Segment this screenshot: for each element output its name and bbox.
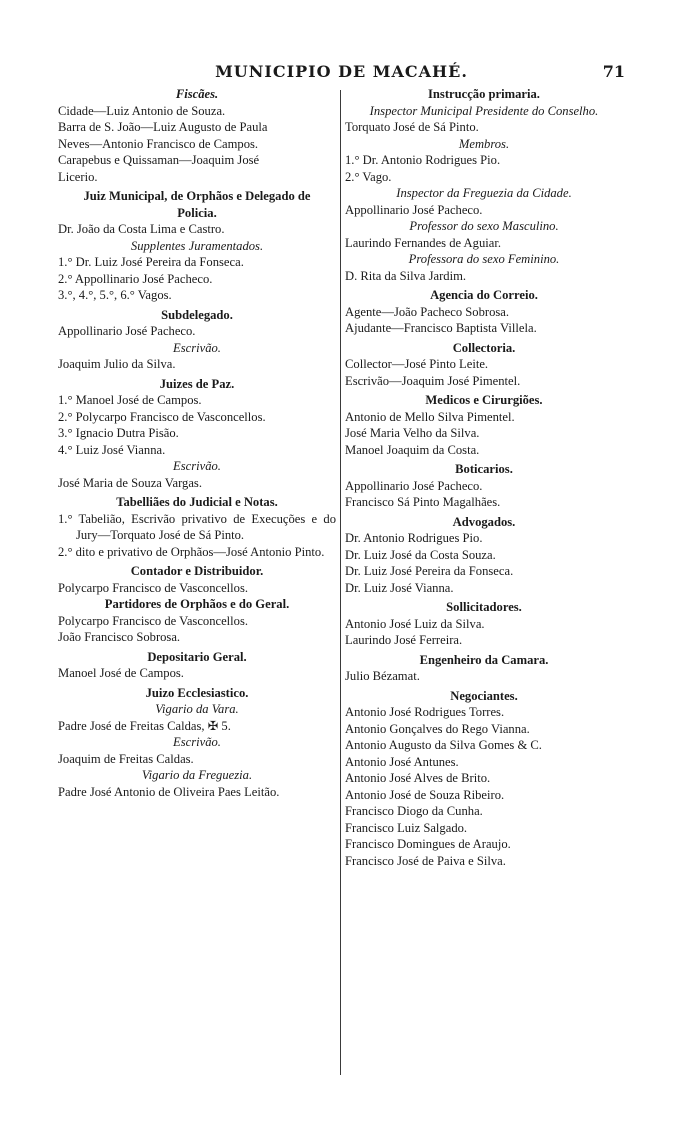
text-line: Laurindo Fernandes de Aguiar. (345, 235, 501, 250)
section-heading-juizo-ecclesiastico: Juizo Ecclesiastico. (145, 685, 249, 700)
text-line: Antonio de Mello Silva Pimentel. (345, 409, 515, 424)
section-heading-advogados: Advogados. (452, 514, 516, 529)
text-line: Appollinario José Pacheco. (345, 478, 483, 493)
text-line: Dr. Antonio Rodrigues Pio. (345, 531, 483, 545)
text-line: Francisco Sá Pinto Magalhães. (345, 495, 501, 509)
text-line: Licerio. (58, 169, 98, 184)
sub-heading: Membros. (458, 136, 510, 151)
text-line: Appollinario José Pacheco. (345, 202, 483, 217)
sub-heading: Escrivão. (173, 340, 221, 355)
text-line: José Maria de Souza Vargas. (58, 475, 202, 490)
text-line: Laurindo José Ferreira. (345, 633, 463, 647)
text-line: Francisco Diogo da Cunha. (345, 804, 483, 818)
running-title: MUNICIPIO DE MACAHÉ. (215, 62, 468, 81)
sub-heading: Supplentes Juramentados. (130, 238, 264, 253)
list-item: 2.° Appollinario José Pacheco. (58, 271, 213, 286)
text-line: Barra de S. João—Luiz Augusto de Paula (58, 120, 268, 134)
text-line: Julio Bézamat. (345, 669, 420, 683)
text-line: Joaquim Julio da Silva. (58, 357, 176, 371)
text-line: Antonio José Rodrigues Torres. (345, 705, 505, 719)
text-line: Dr. Luiz José Vianna. (345, 580, 454, 595)
section-heading-correio: Agencia do Correio. (430, 288, 538, 302)
list-item: 2.° dito e privativo de Orphãos—José Antonio Pinto. (58, 544, 325, 559)
text-line: Antonio José Antunes. (345, 754, 459, 769)
section-heading-depositario: Depositario Geral. (147, 649, 247, 664)
left-column (58, 86, 336, 800)
section-heading-fiscaes: Fiscães. (175, 87, 219, 101)
text-line: Cidade—Luiz Antonio de Souza. (58, 103, 226, 118)
text-line: Manoel Joaquim da Costa. (345, 442, 480, 457)
text-line: Francisco Luiz Salgado. (345, 820, 468, 835)
list-item: 4.° Luiz José Vianna. (58, 442, 166, 457)
section-heading-juiz-municipal: Juiz Municipal, de Orphãos e Delegado de Policia. (83, 189, 311, 220)
text-line: Polycarpo Francisco de Vasconcellos. (58, 613, 249, 628)
text-line: José Maria Velho da Silva. (345, 426, 480, 440)
list-item: 1.° Manoel José de Campos. (58, 393, 202, 407)
text-line: Dr. João da Costa Lima e Castro. (58, 222, 225, 236)
text-line: Francisco Domingues de Araujo. (345, 837, 511, 851)
sub-heading: Escrivão. (173, 459, 221, 473)
text-line: Antonio Augusto da Silva Gomes & C. (345, 738, 542, 752)
list-item: 2.° Vago. (345, 169, 392, 184)
text-line: Dr. Luiz José da Costa Souza. (345, 547, 496, 562)
sub-heading: Inspector Municipal Presidente do Conselho. (369, 103, 599, 118)
sub-heading: Vigario da Vara. (155, 702, 239, 716)
section-heading-boticarios: Boticarios. (455, 462, 513, 476)
text-line: D. Rita da Silva Jardim. (345, 268, 467, 283)
section-heading-tabelliaes: Tabelliães do Judicial e Notas. (116, 495, 278, 509)
text-line: Antonio José de Souza Ribeiro. (345, 787, 505, 802)
text-line: Francisco José de Paiva e Silva. (345, 853, 506, 868)
section-heading-engenheiro: Engenheiro da Camara. (419, 652, 549, 667)
list-item: 3.° Ignacio Dutra Pisão. (58, 426, 179, 440)
text-line: Ajudante—Francisco Baptista Villela. (345, 321, 537, 335)
text-line: Antonio Gonçalves do Rego Vianna. (345, 721, 530, 736)
section-heading-subdelegado: Subdelegado. (161, 307, 233, 322)
text-line: Joaquim de Freitas Caldas. (58, 751, 194, 766)
list-item: 1.° Dr. Luiz José Pereira da Fonseca. (58, 255, 244, 269)
text-line: Polycarpo Francisco de Vasconcellos. (58, 580, 249, 595)
sub-heading: Vigario da Freguezia. (141, 768, 253, 782)
sub-heading: Escrivão. (173, 735, 221, 749)
column-divider (340, 90, 341, 1075)
text-line: Manoel José de Campos. (58, 666, 184, 680)
text-line: Padre José de Freitas Caldas, ✠ 5. (58, 718, 231, 733)
page-number: 71 (602, 62, 625, 81)
list-item: 3.°, 4.°, 5.°, 6.° Vagos. (58, 288, 172, 302)
sub-heading: Inspector da Freguezia da Cidade. (396, 186, 572, 200)
text-line: Dr. Luiz José Pereira da Fonseca. (345, 564, 514, 578)
section-heading-medicos: Medicos e Cirurgiões. (425, 393, 543, 407)
text-line: Padre José Antonio de Oliveira Paes Leitão. (58, 784, 280, 799)
right-column (345, 86, 623, 869)
list-item: 1.° Dr. Antonio Rodrigues Pio. (345, 153, 501, 167)
text-line: Neves—Antonio Francisco de Campos. (58, 136, 259, 151)
text-line: Antonio José Alves de Brito. (345, 771, 491, 785)
text-line: Carapebus e Quissaman—Joaquim José (58, 153, 260, 167)
section-heading-contador: Contador e Distribuidor. (130, 564, 264, 578)
list-item: 2.° Polycarpo Francisco de Vasconcellos. (58, 409, 266, 424)
sub-heading: Professora do sexo Feminino. (408, 252, 560, 266)
section-heading-instrucao: Instrucção primaria. (428, 87, 540, 101)
page-header (0, 62, 683, 86)
section-heading-collectoria: Collectoria. (452, 340, 516, 355)
section-heading-partidores: Partidores de Orphãos e do Geral. (104, 597, 290, 611)
text-line: João Francisco Sobrosa. (58, 630, 181, 644)
text-line: Appollinario José Pacheco. (58, 324, 196, 338)
text-line: Collector—José Pinto Leite. (345, 357, 489, 371)
text-line: Agente—João Pacheco Sobrosa. (345, 304, 510, 319)
sub-heading: Professor do sexo Masculino. (409, 219, 559, 233)
list-item: 1.° Tabelião, Escrivão privativo de Execuções e do Jury—Torquato José de Sá Pinto. (58, 511, 336, 542)
section-heading-negociantes: Negociantes. (450, 688, 518, 703)
text-line: Antonio José Luiz da Silva. (345, 616, 485, 631)
text-line: Torquato José de Sá Pinto. (345, 120, 479, 134)
text-line: Escrivão—Joaquim José Pimentel. (345, 373, 521, 388)
section-heading-sollicitadores: Sollicitadores. (446, 600, 522, 614)
section-heading-juizes-paz: Juizes de Paz. (159, 376, 235, 391)
